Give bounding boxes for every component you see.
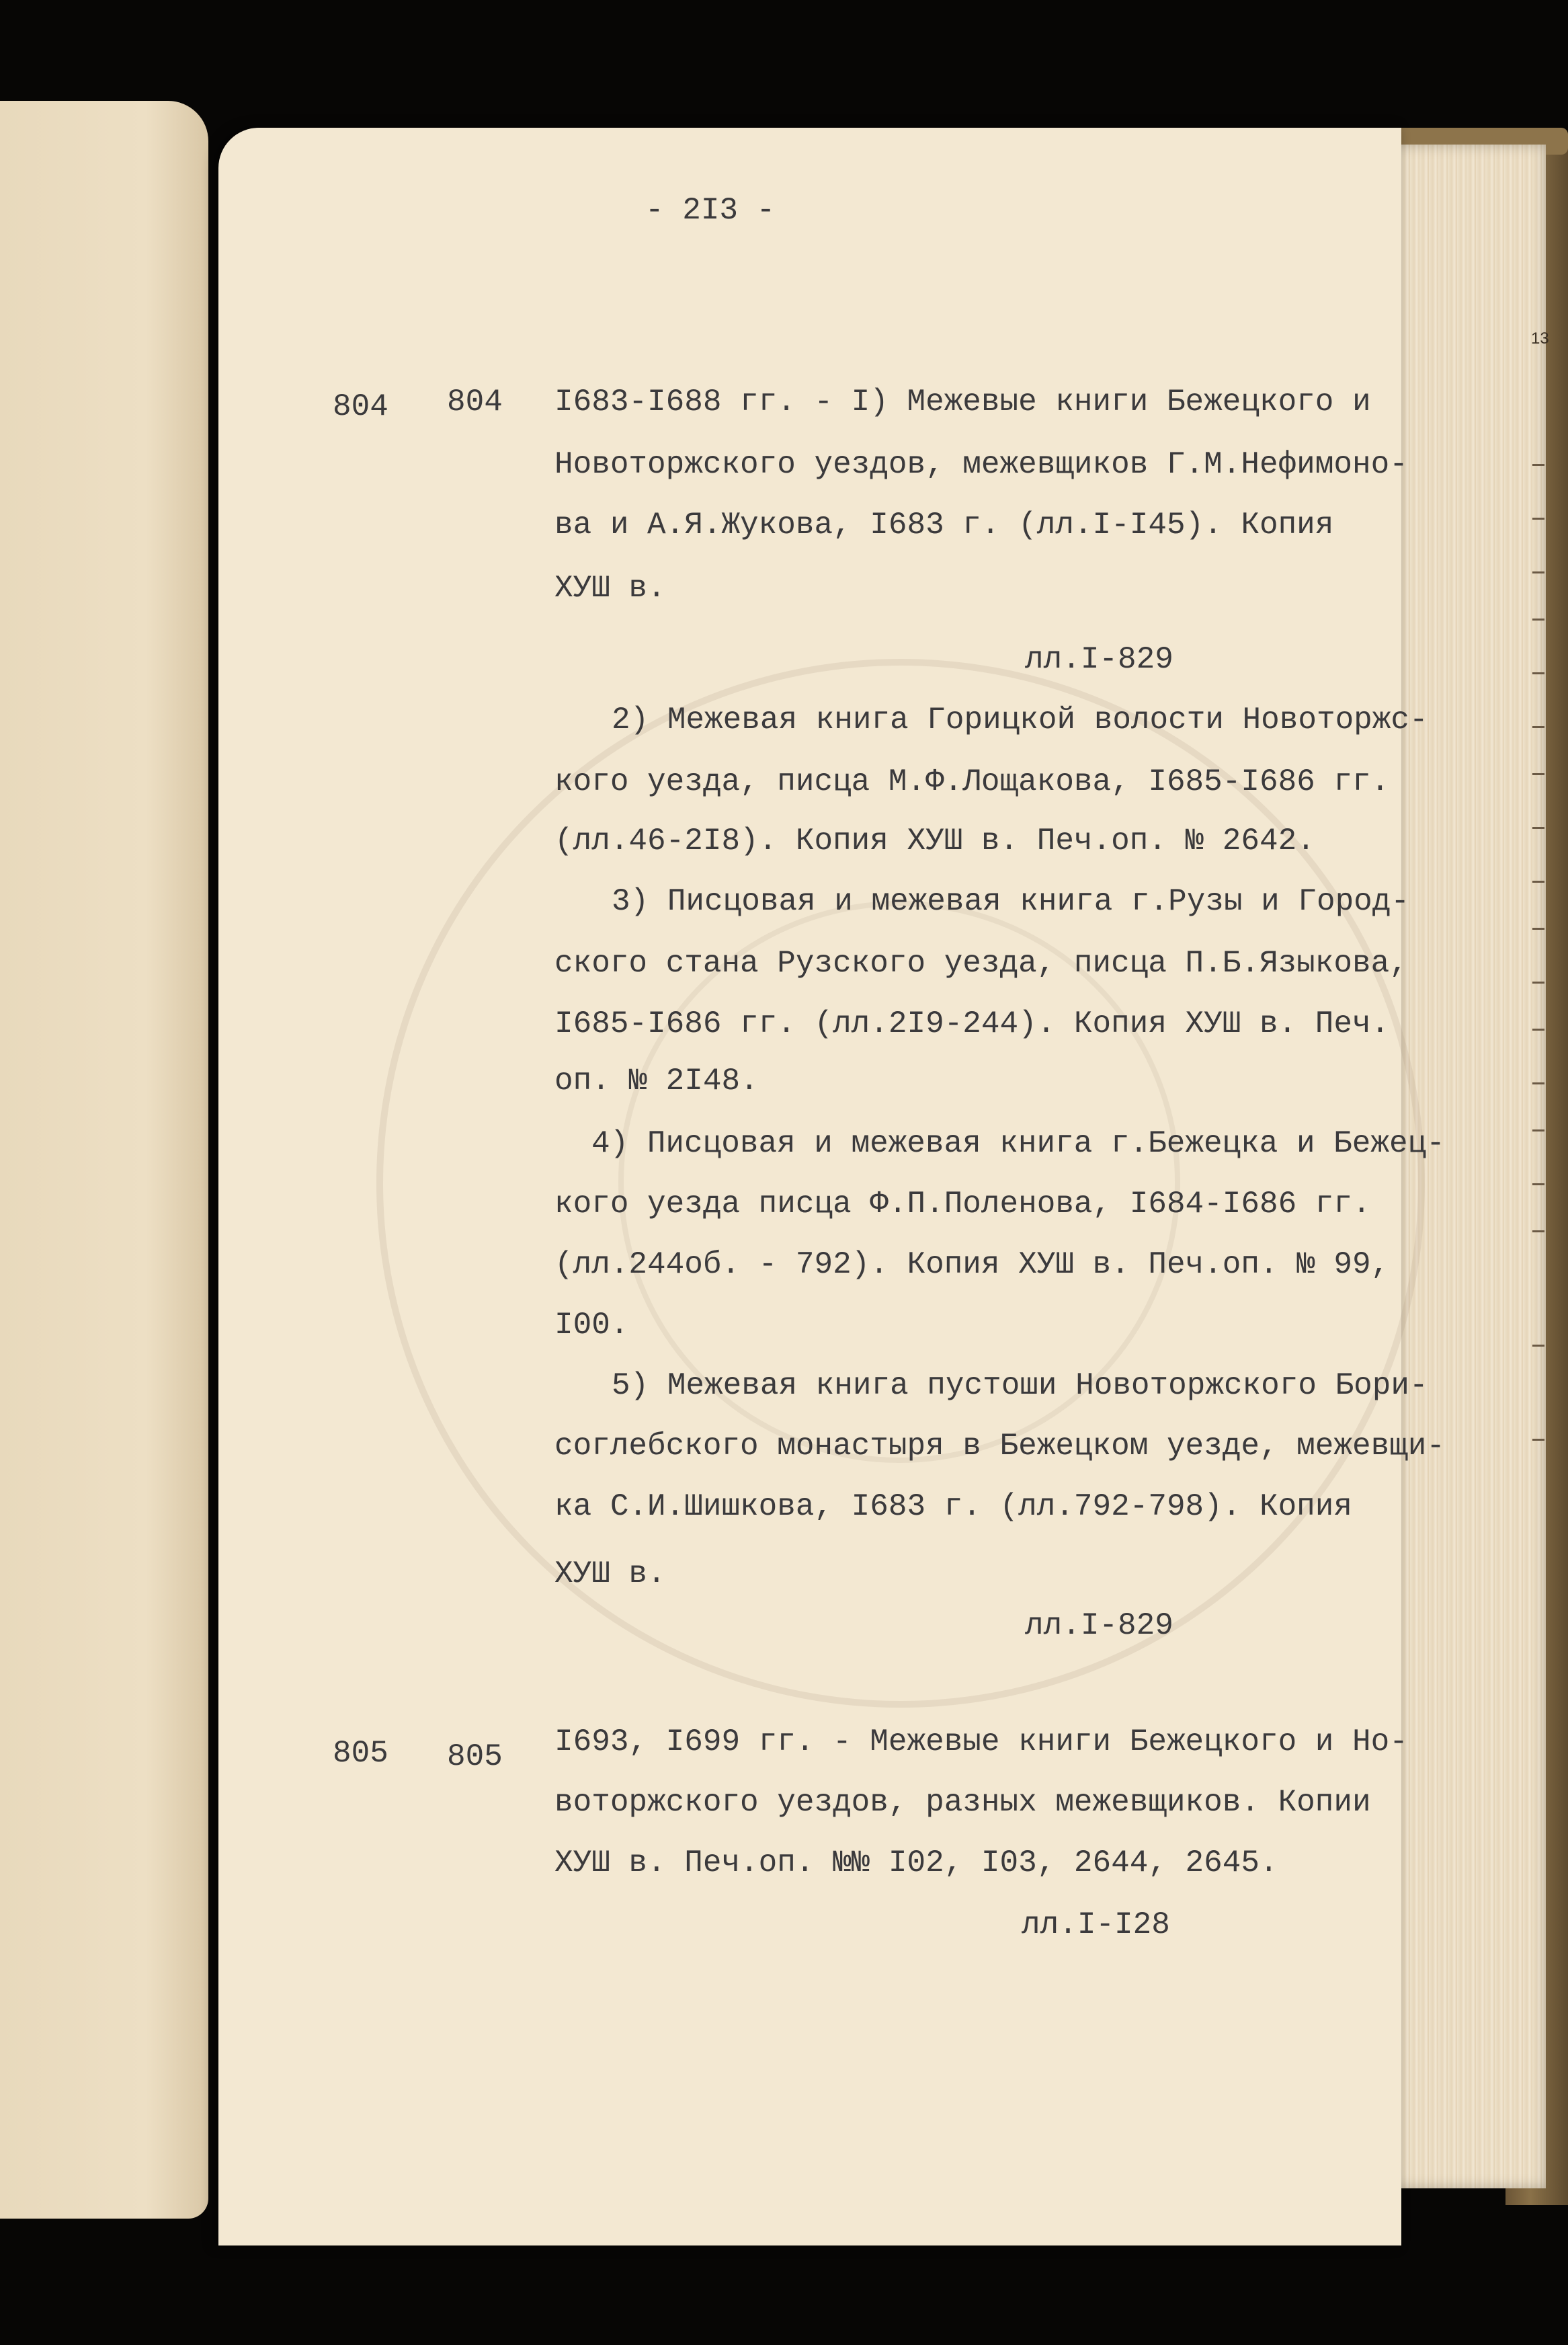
tab-marker [1532, 982, 1544, 984]
tab-marker [1532, 726, 1544, 728]
entry-line: (лл.46-2I8). Копия ХУШ в. Печ.оп. № 2642. [554, 824, 1315, 859]
entry-line: кого уезда, писца М.Ф.Лощакова, I685-I686 гг. [554, 764, 1390, 799]
left-page [0, 101, 208, 2219]
entry-line: 3) Писцовая и межевая книга г.Рузы и Город- [612, 884, 1409, 919]
entry-line: Новоторжского уездов, межевщиков Г.М.Нефимоно- [554, 447, 1408, 482]
entry-line: 5) Межевая книга пустоши Новоторжского Бори- [612, 1368, 1428, 1403]
edge-mark: 13 [1531, 329, 1549, 348]
tab-marker [1532, 1345, 1544, 1347]
folio-range: лл.I-829 [1025, 642, 1173, 677]
tab-marker [1532, 1183, 1544, 1185]
entry-line: 4) Писцовая и межевая книга г.Бежецка и Бежец- [591, 1126, 1445, 1161]
entry-line: 2) Межевая книга Горицкой волости Новоторжс- [612, 703, 1428, 738]
tab-marker [1532, 1230, 1544, 1232]
entry-line: ХУШ в. Печ.оп. №№ I02, I03, 2644, 2645. [554, 1845, 1278, 1880]
tab-marker [1532, 928, 1544, 930]
entry-line: соглебского монастыря в Бежецком уезде, межевщи- [554, 1429, 1446, 1464]
tab-marker [1532, 1082, 1544, 1084]
entry-line: кого уезда писца Ф.П.Поленова, I684-I686 гг. [554, 1187, 1371, 1222]
tab-marker [1532, 1029, 1544, 1031]
entry-line: (лл.244об. - 792). Копия ХУШ в. Печ.оп. № 99, [554, 1247, 1390, 1282]
tab-marker [1532, 1129, 1544, 1131]
folio-range: лл.I-I28 [1022, 1907, 1170, 1942]
entry-line: ского стана Рузского уезда, писца П.Б.Языкова, [554, 946, 1408, 981]
entry-number-old: 804 [333, 389, 388, 424]
folio-range: лл.I-829 [1025, 1608, 1173, 1643]
entry-line: I683-I688 гг. - I) Межевые книги Бежецкого и [554, 385, 1371, 420]
entry-line: воторжского уездов, разных межевщиков. Копии [554, 1785, 1371, 1820]
tab-marker [1532, 518, 1544, 520]
tab-marker [1532, 619, 1544, 621]
page-number: - 2I3 - [645, 193, 776, 228]
entry-line: ХУШ в. [554, 1556, 666, 1591]
entry-line: I693, I699 гг. - Межевые книги Бежецкого и Но- [554, 1724, 1408, 1759]
tab-marker [1532, 827, 1544, 829]
tab-marker [1532, 1439, 1544, 1441]
entry-line: ХУШ в. [554, 571, 666, 606]
entry-number-new: 805 [447, 1739, 503, 1774]
entry-line: ка С.И.Шишкова, I683 г. (лл.792-798). Копия [554, 1489, 1352, 1524]
tab-marker [1532, 672, 1544, 674]
entry-line: I00. [554, 1308, 629, 1343]
entry-number-new: 804 [447, 385, 503, 420]
tab-marker [1532, 464, 1544, 466]
entry-line: оп. № 2I48. [554, 1064, 759, 1099]
tab-marker [1532, 773, 1544, 775]
tab-marker [1532, 571, 1544, 573]
entry-line: I685-I686 гг. (лл.2I9-244). Копия ХУШ в. Печ. [554, 1006, 1390, 1041]
entry-number-old: 805 [333, 1736, 388, 1771]
entry-line: ва и А.Я.Жукова, I683 г. (лл.I-I45). Копия [554, 508, 1334, 543]
tab-marker [1532, 881, 1544, 883]
